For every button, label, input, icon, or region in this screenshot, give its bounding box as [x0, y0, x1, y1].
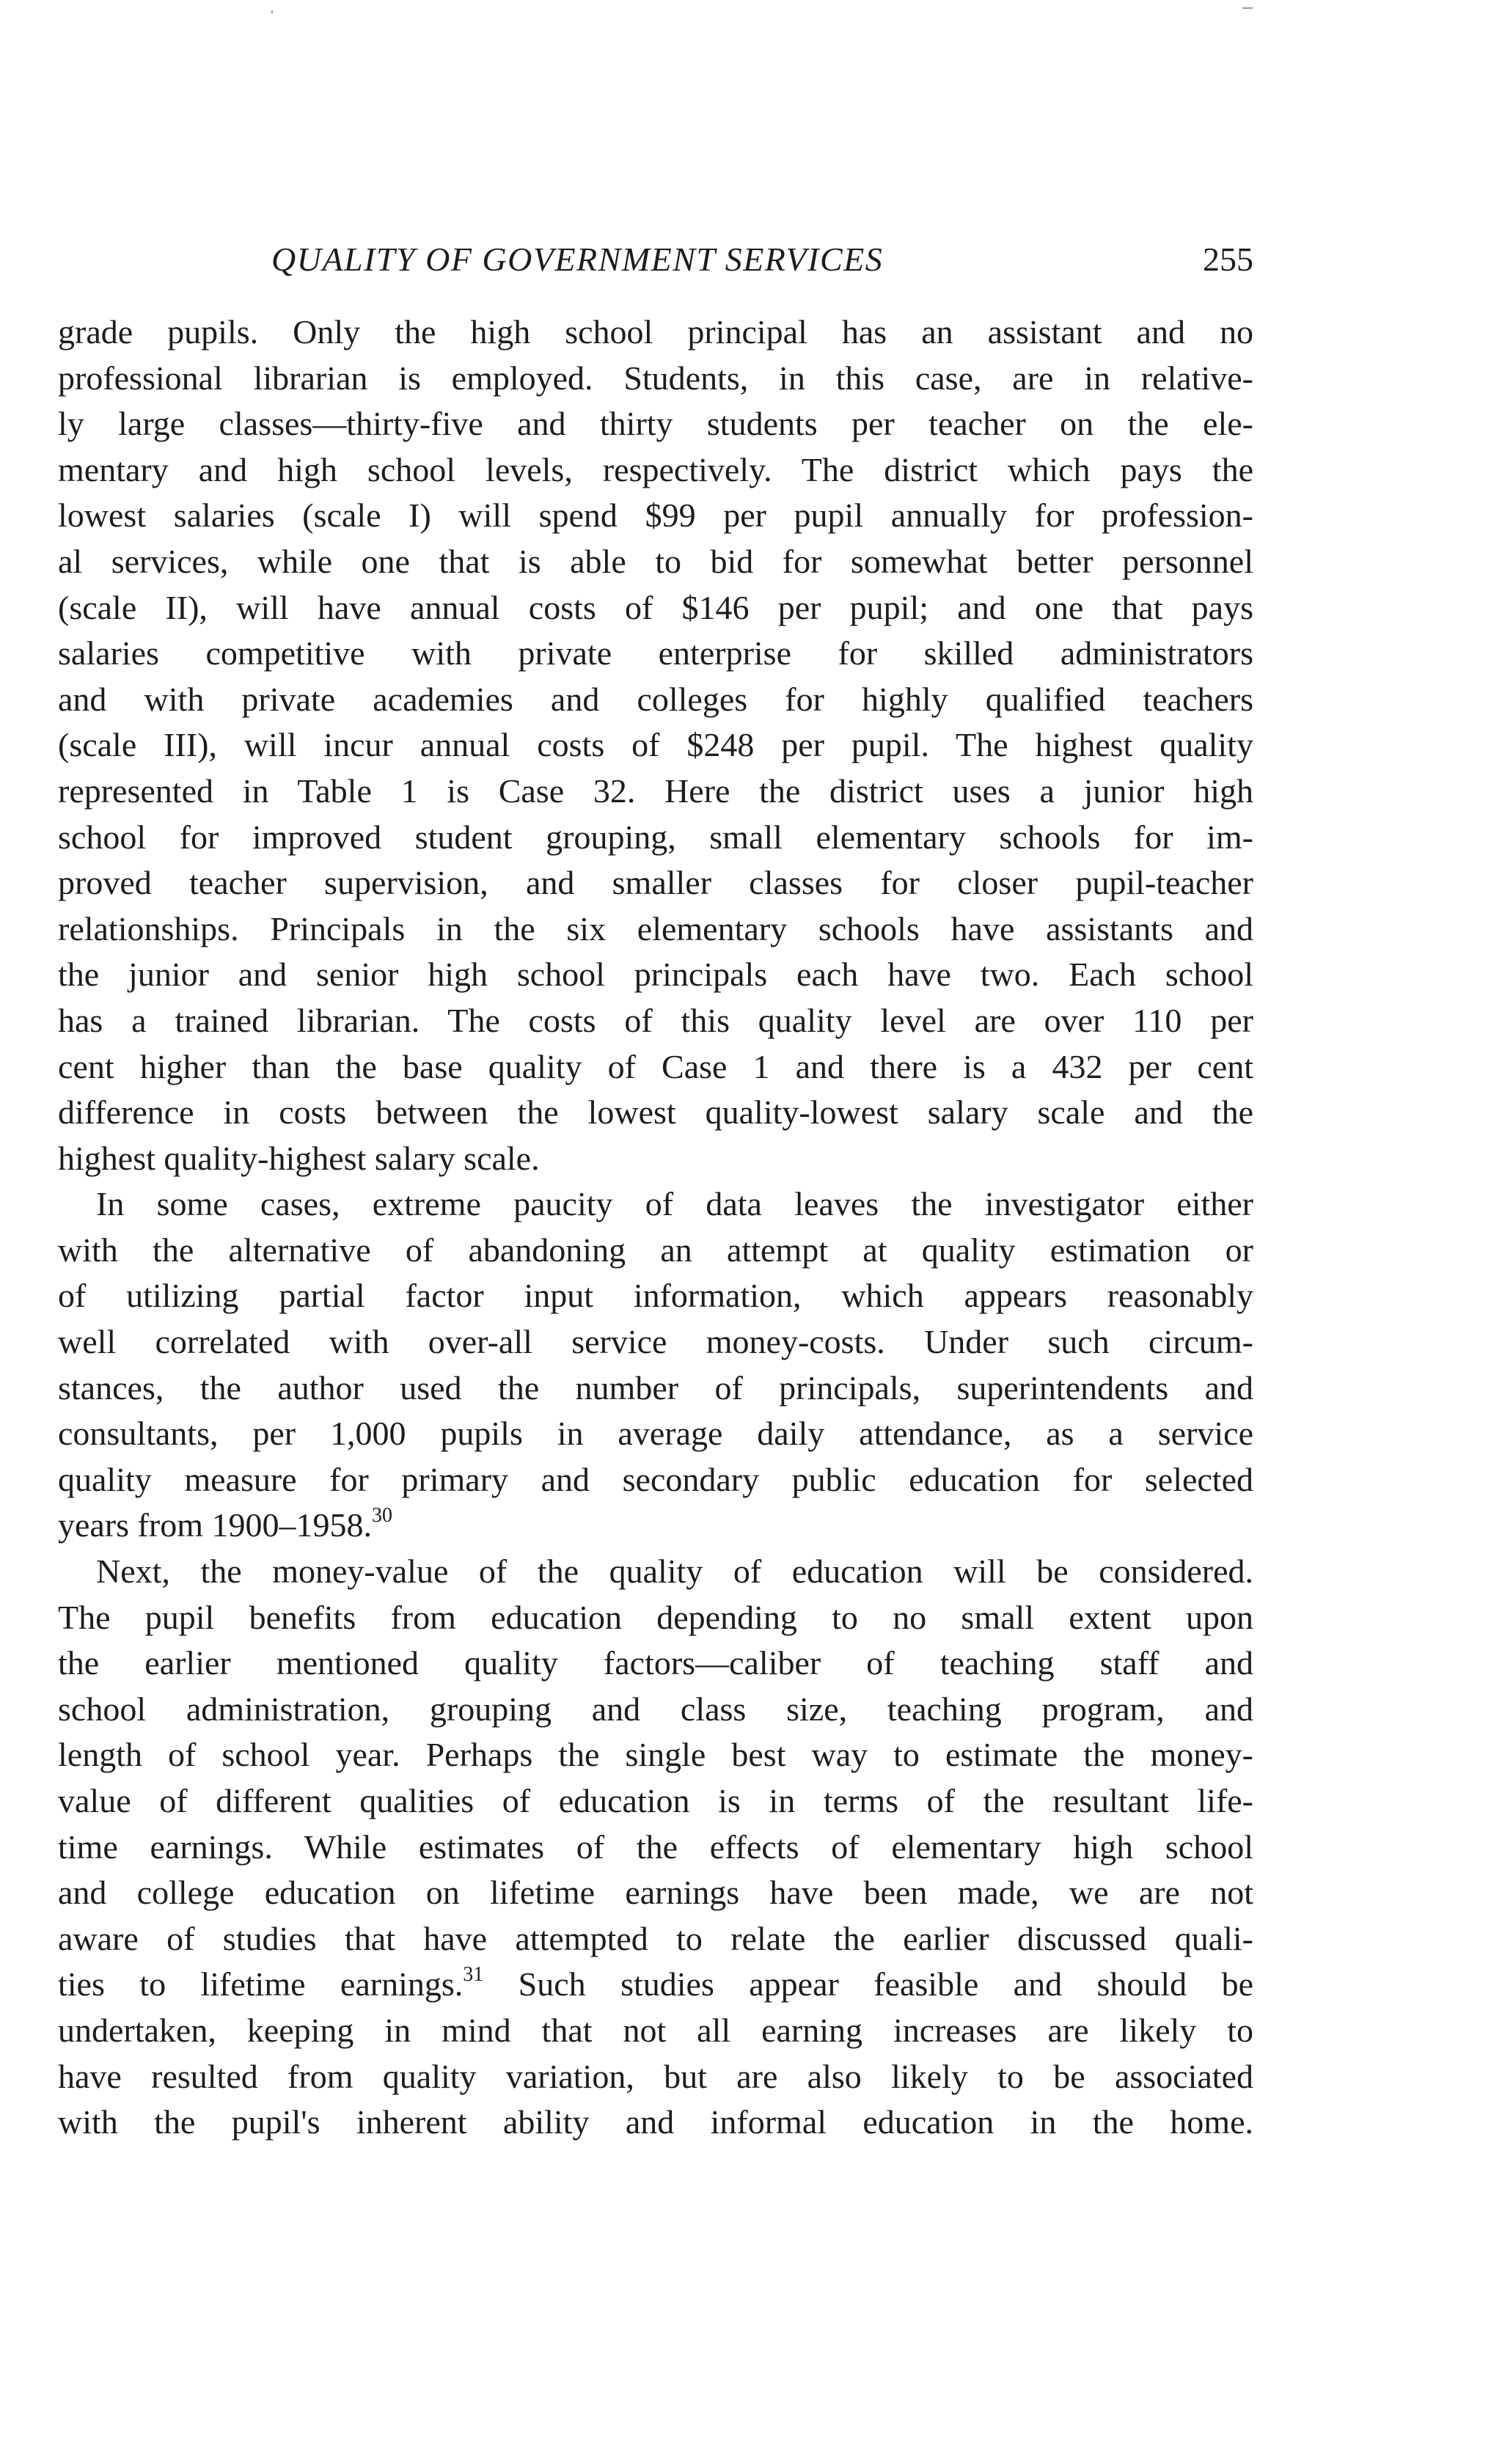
text-line-with-footnote	[58, 1503, 1253, 1549]
text-line: The pupil benefits from education depending to no small extent upon	[58, 1598, 1253, 1636]
body-text	[58, 309, 1253, 2146]
text-segment: Such studies appear feasible and should be	[518, 1965, 1253, 2003]
running-head	[58, 237, 1253, 282]
text-line: of utilizing partial factor input information, which appears reasonably	[58, 1277, 1253, 1315]
text-line: quality measure for primary and secondary public education for selected	[58, 1460, 1253, 1498]
running-title: QUALITY OF GOVERNMENT SERVICES	[271, 241, 884, 278]
text-line: and college education on lifetime earnings have been made, we are not	[58, 1874, 1253, 1912]
text-segment: ties to lifetime earnings.	[58, 1965, 464, 2003]
footnote-ref-31: 31	[463, 1963, 484, 1987]
text-line: grade pupils. Only the high school principal has an assistant and no	[58, 313, 1253, 351]
text-line: al services, while one that is able to bid for somewhat better personnel	[58, 542, 1253, 580]
text-line: time earnings. While estimates of the effects of elementary high school	[58, 1827, 1253, 1866]
text-line: aware of studies that have attempted to relate the earlier discussed quali-	[58, 1919, 1253, 1957]
text-line: professional librarian is employed. Students, in this case, are in relative-	[58, 359, 1253, 397]
text-line: difference in costs between the lowest quality-lowest salary scale and the	[58, 1093, 1253, 1132]
scan-mark-corner	[1242, 7, 1253, 9]
text-line: value of different qualities of education is in terms of the resultant life-	[58, 1782, 1253, 1819]
text-line: the junior and senior high school principals each have two. Each school	[58, 956, 1253, 994]
text-line: and with private academies and colleges for highly qualified teachers	[58, 680, 1253, 718]
text-line: the earlier mentioned quality factors—caliber of teaching staff and	[58, 1644, 1253, 1682]
footnote-ref-30: 30	[371, 1504, 392, 1528]
text-line: school administration, grouping and class size, teaching program, and	[58, 1690, 1253, 1728]
text-line: mentary and high school levels, respectively. The district which pays the	[58, 450, 1253, 488]
text-line: well correlated with over-all service money-costs. Under such circum-	[58, 1323, 1253, 1361]
text-line: ly large classes—thirty-five and thirty students per teacher on the ele-	[58, 405, 1253, 443]
text-line: stances, the author used the number of principals, superintendents and	[58, 1368, 1253, 1407]
text-line: with the alternative of abandoning an attempt at quality estimation or	[58, 1231, 1253, 1269]
text-segment: years from 1900–1958.	[58, 1506, 372, 1544]
text-line: lowest salaries (scale I) will spend $99 per pupil annually for profession-	[58, 496, 1253, 535]
text-line: cent higher than the base quality of Case 1 and there is a 432 per cent	[58, 1047, 1253, 1085]
text-line-with-footnote	[58, 1962, 1253, 2008]
text-line: represented in Table 1 is Case 32. Here the district uses a junior high	[58, 771, 1253, 810]
text-line: school for improved student grouping, small elementary schools for im-	[58, 818, 1253, 856]
text-line: undertaken, keeping in mind that not all earning increases are likely to	[58, 2011, 1253, 2049]
paragraph-start: Next, the money-value of the quality of education will be considered.	[96, 1552, 1253, 1591]
text-line: have resulted from quality variation, but are also likely to be associated	[58, 2057, 1253, 2095]
text-line: consultants, per 1,000 pupils in average daily attendance, as a service	[58, 1415, 1253, 1453]
text-line: length of school year. Perhaps the single best way to estimate the money-	[58, 1736, 1253, 1774]
text-line: proved teacher supervision, and smaller classes for closer pupil-teacher	[58, 864, 1253, 902]
text-line: with the pupil's inherent ability and informal education in the home.	[58, 2103, 1253, 2141]
text-line: salaries competitive with private enterprise for skilled administrators	[58, 634, 1253, 672]
text-line: highest quality-highest salary scale.	[58, 1139, 540, 1177]
page-number: 255	[1203, 241, 1253, 278]
text-line: (scale II), will have annual costs of $146 per pupil; and one that pays	[58, 588, 1253, 626]
paragraph-start: In some cases, extreme paucity of data leaves the investigator either	[96, 1185, 1253, 1223]
scan-mark-top	[271, 10, 273, 13]
text-line: (scale III), will incur annual costs of $248 per pupil. The highest quality	[58, 726, 1253, 764]
text-line: has a trained librarian. The costs of this quality level are over 110 per	[58, 1001, 1253, 1039]
text-line: relationships. Principals in the six elementary schools have assistants and	[58, 909, 1253, 947]
